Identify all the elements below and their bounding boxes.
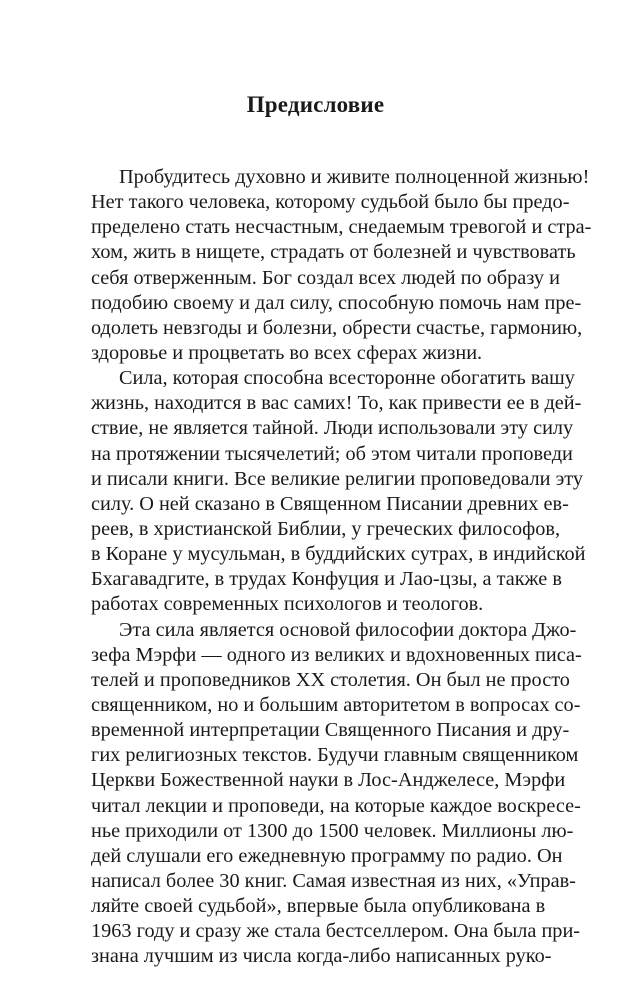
text-line: гих религиозных текстов. Будучи главным священником <box>91 744 579 767</box>
body-text <box>91 165 592 970</box>
text-line: дей слушали его ежедневную программу по радио. Он <box>91 844 563 867</box>
text-line: работах современных психологов и теологов. <box>91 593 484 616</box>
text-line: Церкви Божественной науки в Лос-Анджелесе, Мэрфи <box>91 769 566 792</box>
text-line: написал более 30 книг. Самая известная из них, «Управ- <box>91 869 576 892</box>
text-line: одолеть невзгоды и болезни, обрести счастье, гармонию, <box>91 316 583 339</box>
text-line: Эта сила является основой философии доктора Джо- <box>119 618 577 641</box>
text-line: себя отверженным. Бог создал всех людей по образу и <box>91 266 560 289</box>
text-line: 1963 году и сразу же стала бестселлером. Она была при- <box>91 920 581 943</box>
text-line: здоровье и процветать во всех сферах жизни. <box>91 341 483 364</box>
text-line: Сила, которая способна всесторонне обогатить вашу <box>119 367 575 390</box>
text-line: подобию своему и дал силу, способную помочь нам пре- <box>91 291 582 314</box>
text-line: священником, но и большим авторитетом в вопросах со- <box>91 693 581 716</box>
text-line: знана лучшим из числа когда-либо написанных руко- <box>91 945 552 968</box>
paragraph-2 <box>91 366 586 617</box>
text-line: Пробудитесь духовно и живите полноценной жизнью! <box>119 166 590 188</box>
text-line: читал лекции и проповеди, на которые каждое воскресе- <box>91 794 581 817</box>
text-line: силу. О ней сказано в Священном Писании древних ев- <box>91 492 569 515</box>
text-line: зефа Мэрфи — одного из великих и вдохновенных писа- <box>91 643 582 666</box>
text-line: нье приходили от 1300 до 1500 человек. Миллионы лю- <box>91 819 574 842</box>
text-line: ляйте своей судьбой», впервые была опубликована в <box>91 895 546 918</box>
paragraph-3 <box>91 618 582 970</box>
chapter-title: Предисловие <box>246 92 385 117</box>
text-line: жизнь, находится в вас самих! То, как привести ее в дей- <box>91 392 582 415</box>
text-line: реев, в христианской Библии, у греческих философов, <box>91 517 561 540</box>
text-line: в Коране у мусульман, в буддийских сутрах, в индийской <box>91 543 586 566</box>
text-line: Нет такого человека, которому судьбой было бы предо- <box>91 191 570 214</box>
text-line: и писали книги. Все великие религии проповедовали эту <box>91 467 584 490</box>
text-line: пределено стать несчастным, снедаемым тревогой и стра- <box>91 216 592 239</box>
text-line: хом, жить в нищете, страдать от болезней и чувствовать <box>91 241 576 264</box>
text-line: временной интерпретации Священного Писания и дру- <box>91 719 570 742</box>
text-line: Бхагавадгите, в трудах Конфуция и Лао-цзы, а также в <box>91 568 562 591</box>
text-line: на протяжении тысячелетий; об этом читали проповеди <box>91 442 573 465</box>
text-line: телей и проповедников XX столетия. Он был не просто <box>91 668 570 691</box>
text-line: ствие, не является тайной. Люди использовали эту силу <box>91 417 574 440</box>
paragraph-1 <box>91 165 592 366</box>
